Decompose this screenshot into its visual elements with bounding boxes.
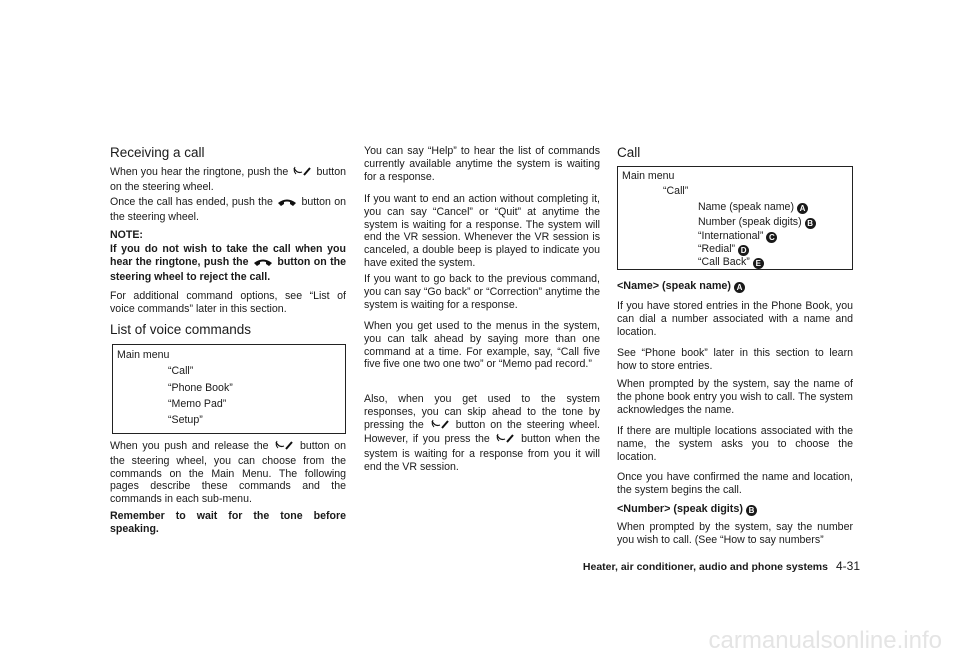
callout-marker: C bbox=[766, 232, 777, 243]
text: button on the steering wheel. bbox=[110, 166, 346, 193]
paragraph-prompted: When prompted by the system, say the name of the phone book entry you wish to call. The system acknowledges the name. bbox=[617, 378, 853, 416]
menu-call: “Call” bbox=[663, 185, 689, 197]
heading-call: Call bbox=[617, 145, 641, 160]
talk-switch-icon bbox=[274, 440, 294, 455]
callout-marker: A bbox=[734, 282, 745, 293]
subheading-number bbox=[617, 503, 757, 516]
text: button when the system is waiting for a response from you it will end the VR session. bbox=[364, 433, 600, 473]
menu-title: Main menu bbox=[622, 170, 675, 182]
callout-marker: B bbox=[805, 218, 816, 229]
main-menu-box bbox=[112, 344, 346, 434]
phone-icon bbox=[277, 198, 297, 211]
text: “International” bbox=[698, 230, 764, 242]
talk-switch-icon bbox=[495, 433, 515, 448]
callout-marker: A bbox=[797, 203, 808, 214]
page-footer bbox=[583, 559, 860, 573]
text: Number (speak digits) bbox=[698, 216, 802, 228]
paragraph-confirmed: Once you have confirmed the name and location, the system begins the call. bbox=[617, 471, 853, 496]
text: “Redial” bbox=[698, 243, 736, 255]
talk-switch-icon bbox=[430, 419, 450, 434]
text: When you push and release the bbox=[110, 440, 269, 452]
menu-item: “Memo Pad” bbox=[168, 398, 227, 410]
menu-item: “Call” bbox=[168, 365, 194, 377]
paragraph-stored-entries: If you have stored entries in the Phone Book, you can dial a number associated with a name and location. bbox=[617, 300, 853, 338]
text: Name (speak name) bbox=[698, 201, 794, 213]
paragraph-end-call bbox=[110, 196, 346, 224]
text: <Number> (speak digits) bbox=[617, 503, 743, 515]
paragraph-go-back: If you want to go back to the previous command, you can say “Go back” or “Correction” anytime the system is waiting for a response. bbox=[364, 273, 600, 311]
menu-item bbox=[698, 230, 777, 243]
text: button on the steering wheel. bbox=[110, 196, 346, 223]
paragraph-multiple: If there are multiple locations associated with the name, the system asks you to choose the location. bbox=[617, 425, 853, 463]
talk-switch-icon bbox=[292, 166, 312, 181]
phone-icon bbox=[253, 258, 273, 271]
text: When you hear the ringtone, push the bbox=[110, 166, 289, 178]
footer-title: Heater, air conditioner, audio and phone systems bbox=[582, 561, 828, 573]
text: <Name> (speak name) bbox=[617, 280, 732, 292]
text: Once the call has ended, push the bbox=[110, 196, 273, 208]
paragraph-talk-ahead: When you get used to the menus in the system, you can talk ahead by saying more than one command at a time. For example, say, “Call five five five one two one two” or “Memo pad record.” bbox=[364, 320, 600, 371]
text: “Call Back” bbox=[698, 256, 750, 268]
paragraph-push-release bbox=[110, 440, 346, 506]
paragraph-additional: For additional command options, see “List of voice commands” later in this section. bbox=[110, 290, 346, 315]
paragraph-number: When prompted by the system, say the number you wish to call. (See “How to say numbers” bbox=[617, 521, 853, 546]
paragraph-receive bbox=[110, 166, 346, 194]
callout-marker: B bbox=[746, 505, 757, 516]
text: button on the steering wheel, you can choose from the commands on the Main Menu. The following pages describe these commands and the commands in each sub-menu. bbox=[110, 440, 346, 506]
watermark: carmanualsonline.info bbox=[708, 627, 942, 654]
menu-item: “Setup” bbox=[168, 414, 203, 426]
text: Also, when you get used to the system responses, you can skip ahead to the tone by pressing the bbox=[364, 393, 600, 431]
menu-item bbox=[698, 216, 816, 229]
paragraph-skip-ahead bbox=[364, 393, 600, 474]
callout-marker: E bbox=[753, 258, 764, 269]
note-label: NOTE: bbox=[110, 229, 143, 241]
callout-marker: D bbox=[738, 245, 749, 256]
subheading-name bbox=[617, 280, 745, 293]
page-number: 4-31 bbox=[835, 559, 860, 573]
text: button on the steering wheel. However, if you press the bbox=[364, 418, 600, 446]
paragraph-wait: Remember to wait for the tone before speaking. bbox=[110, 510, 346, 535]
note-text bbox=[110, 243, 346, 283]
text: If you do not wish to take the call when you hear the ringtone, push the bbox=[110, 243, 346, 268]
menu-item bbox=[698, 201, 808, 214]
heading-list-of-voice-commands: List of voice commands bbox=[110, 322, 252, 337]
menu-item: “Phone Book” bbox=[168, 382, 233, 394]
call-menu-box bbox=[617, 166, 853, 270]
paragraph-see-phone-book: See “Phone book” later in this section to learn how to store entries. bbox=[617, 347, 853, 372]
text: button on the steering wheel to reject the call. bbox=[110, 255, 346, 283]
heading-receiving-a-call: Receiving a call bbox=[110, 145, 205, 160]
menu-item bbox=[698, 256, 764, 269]
menu-item bbox=[698, 243, 749, 256]
paragraph-cancel: If you want to end an action without completing it, you can say “Cancel” or “Quit” at anytime the system is waiting for a response. The system will end the VR session. Whenever the VR session is canceled, a double beep is played to indicate you have exited the system. bbox=[364, 193, 600, 269]
paragraph-help: You can say “Help” to hear the list of commands currently available anytime the system is waiting for a response. bbox=[364, 145, 600, 183]
menu-title: Main menu bbox=[117, 349, 170, 361]
